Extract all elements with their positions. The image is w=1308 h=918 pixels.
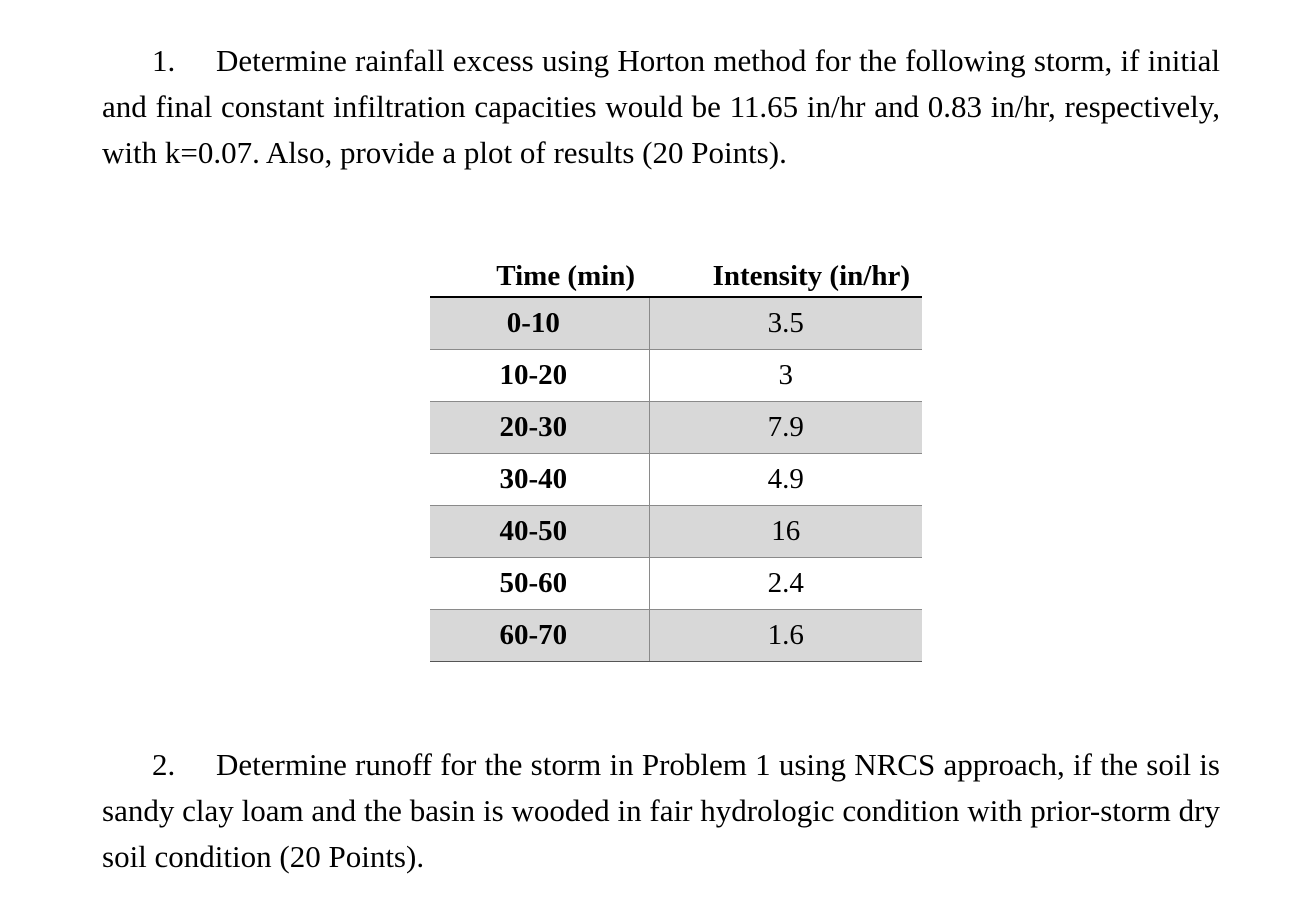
time-cell: 50-60	[430, 558, 649, 610]
time-cell: 20-30	[430, 402, 649, 454]
intensity-column-header: Intensity (in/hr)	[649, 256, 922, 297]
table-row	[430, 454, 922, 506]
problem-1-number: 1.	[152, 43, 176, 78]
rainfall-table-container	[430, 256, 922, 662]
rainfall-intensity-table	[430, 256, 922, 662]
table-row	[430, 297, 922, 350]
intensity-cell: 4.9	[649, 454, 922, 506]
problem-1	[102, 38, 1220, 176]
time-cell: 60-70	[430, 610, 649, 662]
intensity-cell: 1.6	[649, 610, 922, 662]
table-row	[430, 402, 922, 454]
problem-1-text: Determine rainfall excess using Horton method for the following storm, if initial and final constant infiltration capacities would be 11.65 in/hr and 0.83 in/hr, respectively, with k=0.07. Also, provide a plot of results (20 Points).	[102, 43, 1220, 170]
problem-2	[102, 742, 1220, 880]
time-cell: 40-50	[430, 506, 649, 558]
intensity-cell: 7.9	[649, 402, 922, 454]
intensity-cell: 16	[649, 506, 922, 558]
time-cell: 30-40	[430, 454, 649, 506]
table-row	[430, 350, 922, 402]
problem-2-text: Determine runoff for the storm in Problem 1 using NRCS approach, if the soil is sandy clay loam and the basin is wooded in fair hydrologic condition with prior-storm dry soil condition (20 Points).	[102, 747, 1220, 874]
table-row	[430, 610, 922, 662]
problem-2-number: 2.	[152, 747, 176, 782]
table-row	[430, 558, 922, 610]
time-column-header: Time (min)	[430, 256, 649, 297]
intensity-cell: 2.4	[649, 558, 922, 610]
table-row	[430, 506, 922, 558]
intensity-cell: 3.5	[649, 297, 922, 350]
time-cell: 0-10	[430, 297, 649, 350]
table-header-row	[430, 256, 922, 297]
intensity-cell: 3	[649, 350, 922, 402]
time-cell: 10-20	[430, 350, 649, 402]
